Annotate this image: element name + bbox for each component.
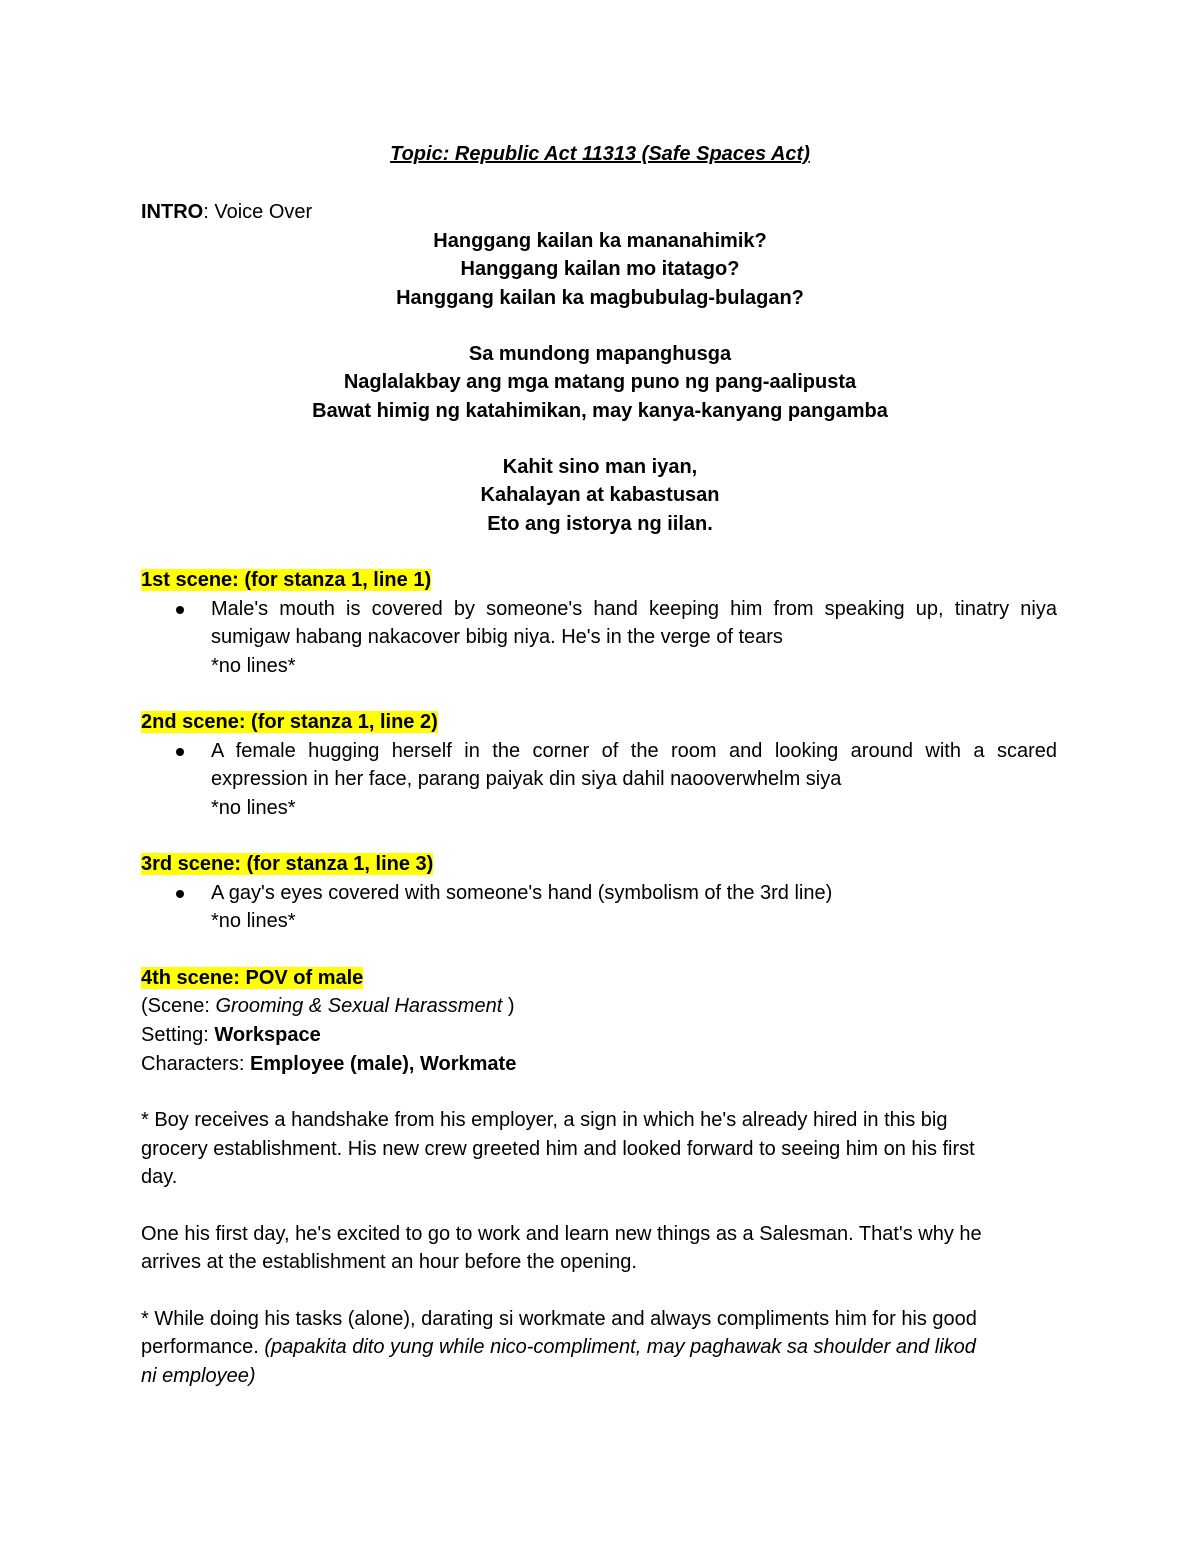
scene-note: *no lines* — [211, 797, 296, 819]
scene-heading-3 — [141, 850, 433, 878]
scene-type-suffix: ) — [502, 995, 515, 1017]
bullet-icon — [176, 748, 184, 756]
poem-line: Hanggang kailan ka magbubulag-bulagan? — [396, 287, 804, 309]
scene-heading-text: 1st scene: (for stanza 1, line 1) — [141, 569, 432, 591]
paragraph-text: performance. — [141, 1336, 265, 1358]
scene-heading-1 — [141, 566, 431, 594]
paragraph-line: grocery establishment. His new crew greeted him and looked forward to seeing him on his first — [141, 1138, 975, 1160]
document-title: Topic: Republic Act 11313 (Safe Spaces Act) — [390, 143, 810, 165]
bullet-icon — [176, 890, 184, 898]
scene-type-value: Grooming & Sexual Harassment — [215, 995, 503, 1017]
paragraph-line: One his first day, he's excited to go to work and learn new things as a Salesman. That's why he — [141, 1223, 982, 1245]
poem-line: Sa mundong mapanghusga — [468, 343, 732, 365]
intro-line — [141, 198, 312, 226]
scene-description-line: A female hugging herself in the corner of the room and looking around with a scared — [211, 740, 1057, 762]
scene-heading-text: 4th scene: POV of male — [141, 967, 364, 989]
paragraph-line: day. — [141, 1166, 178, 1188]
direction-note: (papakita dito yung while nico-compliment, may paghawak sa shoulder and likod — [264, 1336, 976, 1358]
bullet-icon — [176, 606, 184, 614]
scene-type-prefix: (Scene: — [141, 995, 216, 1017]
setting-line — [141, 1021, 321, 1049]
paragraph-line: * While doing his tasks (alone), darating si workmate and always compliments him for his good — [141, 1308, 977, 1330]
poem-line: Eto ang istorya ng iilan. — [487, 513, 713, 535]
intro-text: : Voice Over — [203, 201, 313, 223]
scene-description-line: A gay's eyes covered with someone's hand (symbolism of the 3rd line) — [211, 882, 833, 904]
setting-value: Workspace — [214, 1024, 321, 1046]
scene-note: *no lines* — [211, 910, 296, 932]
poem-line: Naglalakbay ang mga matang puno ng pang-aalipusta — [343, 371, 857, 393]
characters-value: Employee (male), Workmate — [249, 1053, 517, 1075]
setting-label: Setting: — [141, 1024, 215, 1046]
paragraph-line: * Boy receives a handshake from his employer, a sign in which he's already hired in this big — [141, 1109, 948, 1131]
scene-heading-text: 3rd scene: (for stanza 1, line 3) — [141, 853, 434, 875]
scene-description-line: sumigaw habang nakacover bibig niya. He's in the verge of tears — [211, 626, 783, 648]
scene-heading-2 — [141, 708, 438, 736]
scene-description-line: expression in her face, parang paiyak din siya dahil naooverwhelm siya — [211, 768, 842, 790]
poem-line: Kahalayan at kabastusan — [480, 484, 720, 506]
poem-line: Bawat himig ng katahimikan, may kanya-kanyang pangamba — [312, 400, 888, 422]
poem-line: Hanggang kailan mo itatago? — [460, 258, 740, 280]
direction-note: ni employee) — [141, 1365, 256, 1387]
characters-line — [141, 1050, 516, 1078]
poem-line: Kahit sino man iyan, — [502, 456, 698, 478]
paragraph-line — [141, 1333, 976, 1361]
intro-label: INTRO — [141, 201, 204, 223]
characters-label: Characters: — [141, 1053, 250, 1075]
scene-type-line — [141, 992, 515, 1020]
scene-heading-text: 2nd scene: (for stanza 1, line 2) — [141, 711, 438, 733]
paragraph-line: arrives at the establishment an hour before the opening. — [141, 1251, 637, 1273]
scene-heading-4 — [141, 964, 363, 992]
scene-note: *no lines* — [211, 655, 296, 677]
scene-description-line: Male's mouth is covered by someone's hand keeping him from speaking up, tinatry niya — [211, 598, 1057, 620]
poem-line: Hanggang kailan ka mananahimik? — [433, 230, 767, 252]
